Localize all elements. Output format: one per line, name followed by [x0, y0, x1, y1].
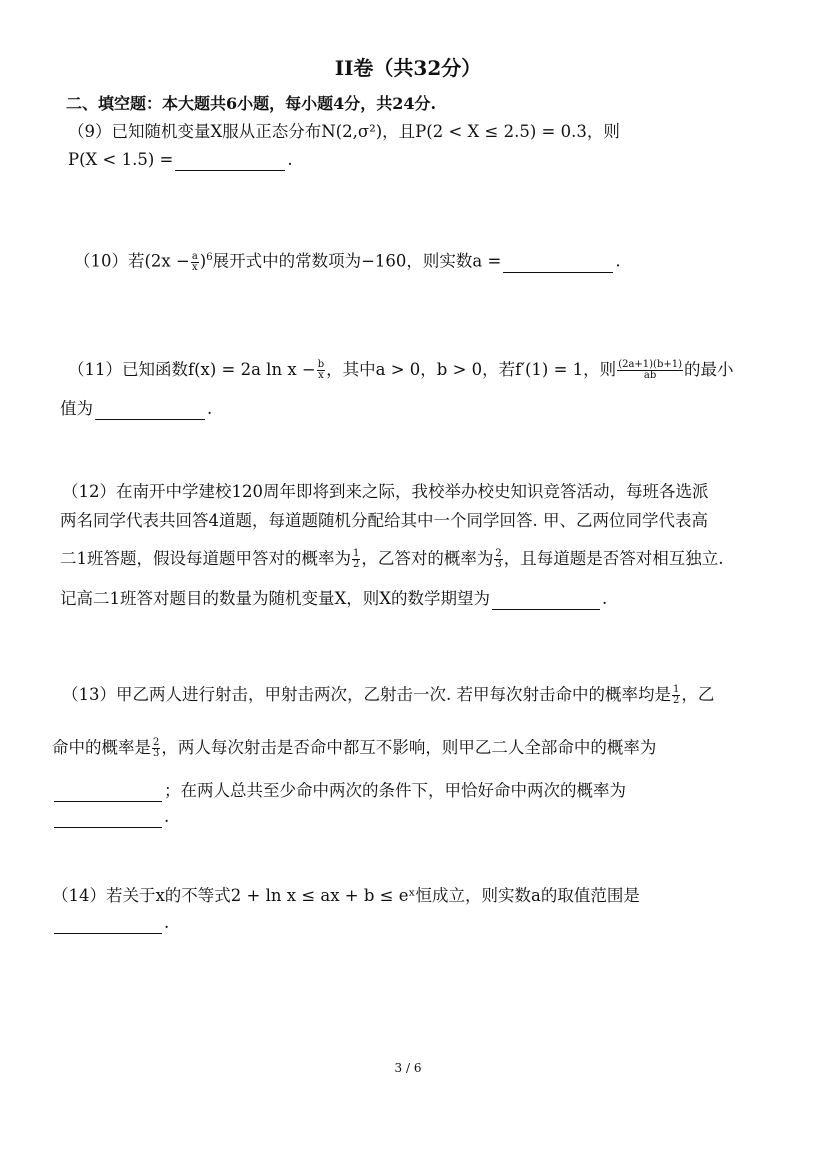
- question-9-line-2: [68, 149, 293, 171]
- question-11-middle: ，其中a > 0，b > 0，若f′(1) = 1，则: [326, 360, 617, 379]
- question-14-line-2: [52, 912, 169, 934]
- fraction-numerator: 2: [153, 737, 160, 748]
- question-11-fraction-1: [317, 360, 325, 381]
- fraction-denominator: 3: [495, 559, 502, 570]
- question-10-end: .: [615, 251, 621, 271]
- answer-blank-10[interactable]: [503, 256, 613, 273]
- fraction-denominator: x: [191, 261, 198, 273]
- fraction-numerator: a: [191, 250, 198, 262]
- question-14-line-1: （14）若关于x的不等式2 + ln x ≤ ax + b ≤ eˣ恒成立，则实数a的取值范围是: [52, 886, 640, 905]
- answer-blank-9[interactable]: [175, 154, 285, 171]
- question-12-line-3-b: ，乙答对的概率为: [361, 549, 494, 568]
- answer-blank-13b[interactable]: [54, 811, 162, 828]
- question-12-line-3-c: ，且每道题是否答对相互独立.: [503, 549, 724, 568]
- fraction-denominator: x: [318, 370, 324, 381]
- fraction-denominator: ab: [643, 370, 657, 381]
- question-9-expression: P(X < 1.5) =: [68, 150, 174, 169]
- question-12-line-4-prefix: 记高二1班答对题目的数量为随机变量X，则X的数学期望为: [60, 589, 490, 608]
- question-10-suffix: 展开式中的常数项为−160，则实数a =: [212, 251, 502, 271]
- question-13-fraction-2: [152, 738, 160, 759]
- fraction-numerator: (2a+1)(b+1): [618, 359, 683, 370]
- question-11-line-1: [68, 359, 734, 381]
- question-10-exponent: 6: [206, 252, 213, 263]
- question-10-fraction: [191, 252, 199, 273]
- question-11-end: .: [207, 399, 213, 418]
- question-10-expr-open: (2x −: [144, 251, 190, 271]
- question-11-line-2-prefix: 值为: [60, 399, 93, 418]
- question-10-expr-close: ): [199, 251, 207, 271]
- question-12-end: .: [602, 589, 608, 608]
- fraction-denominator: 3: [153, 748, 160, 759]
- question-13-end: .: [164, 807, 170, 826]
- question-13-line-2-a: 命中的概率是: [52, 738, 151, 757]
- answer-blank-13a[interactable]: [54, 785, 162, 802]
- question-13-line-2: [52, 737, 656, 759]
- question-13-line-1-text: （13）甲乙两人进行射击，甲射击两次，乙射击一次. 若甲每次射击命中的概率均是: [62, 685, 671, 704]
- question-13-line-2-b: ，两人每次射击是否命中都互不影响，则甲乙二人全部命中的概率为: [161, 738, 657, 757]
- fraction-denominator: 2: [673, 695, 680, 706]
- fraction-numerator: 1: [353, 548, 360, 559]
- question-11-fraction-2: [617, 360, 683, 381]
- question-13-line-1-end: ，乙: [681, 685, 715, 704]
- fraction-numerator: 2: [495, 548, 502, 559]
- question-12-line-4: [60, 588, 607, 610]
- question-11-line-2: [60, 398, 212, 420]
- question-13-line-3-text: ；在两人总共至少命中两次的条件下，甲恰好命中两次的概率为: [164, 781, 626, 800]
- question-13-line-1: [62, 684, 714, 706]
- question-9-end: .: [287, 150, 293, 169]
- fraction-numerator: b: [317, 359, 325, 370]
- question-11-prefix: （11）已知函数f(x) = 2a ln x −: [68, 360, 316, 379]
- question-13-line-3: [52, 780, 626, 802]
- question-12-line-2: 两名同学代表共回答4道题，每道题随机分配给其中一个同学回答. 甲、乙两位同学代表高: [60, 511, 708, 530]
- fraction-numerator: 1: [673, 684, 680, 695]
- answer-blank-14[interactable]: [54, 917, 162, 934]
- question-10-prefix: （10）若: [74, 251, 145, 271]
- question-14-end: .: [164, 913, 170, 932]
- question-12-fraction-2: [494, 549, 502, 570]
- question-11-suffix: 的最小: [684, 360, 734, 379]
- question-9-line-1: （9）已知随机变量X服从正态分布N(2,σ²)，且P(2 < X ≤ 2.5) = 0.3，则: [68, 122, 620, 141]
- page-number: 3 / 6: [394, 1061, 422, 1075]
- section-title: II卷（共32分）: [334, 56, 482, 80]
- fraction-denominator: 2: [353, 559, 360, 570]
- question-12-line-3-a: 二1班答题，假设每道题甲答对的概率为: [60, 549, 351, 568]
- fill-in-heading: 二、填空题：本大题共6小题，每小题4分，共24分.: [66, 94, 437, 113]
- question-10: [74, 247, 621, 273]
- question-13-line-4: [52, 806, 169, 828]
- question-12-fraction-1: [352, 549, 360, 570]
- answer-blank-11[interactable]: [95, 403, 205, 420]
- question-12-line-1: （12）在南开中学建校120周年即将到来之际，我校举办校史知识竞答活动，每班各选派: [62, 482, 709, 501]
- answer-blank-12[interactable]: [492, 593, 600, 610]
- question-13-fraction-1: [672, 685, 680, 706]
- question-12-line-3: [60, 548, 724, 570]
